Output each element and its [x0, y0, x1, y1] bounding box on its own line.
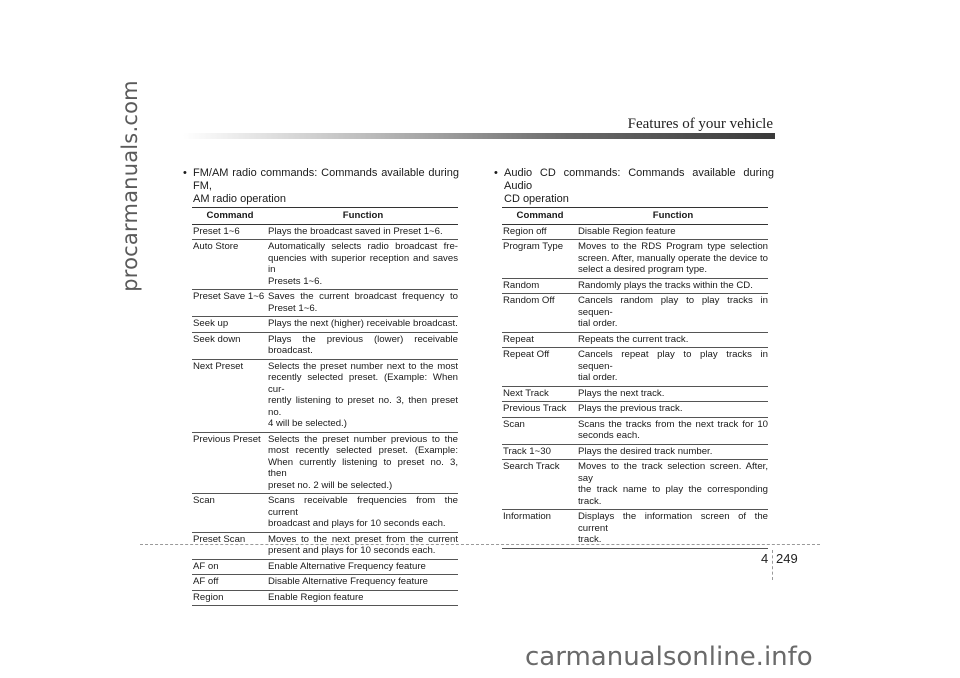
- left-intro-line1: FM/AM radio commands: Commands available during FM,: [193, 167, 459, 192]
- function-line: Cancels random play to play tracks in sequen-: [578, 295, 768, 318]
- function-line: Selects the preset number next to the most: [268, 360, 458, 372]
- function-cell: [578, 332, 768, 348]
- function-line: When currently listening to preset no. 3, then: [268, 456, 458, 479]
- command-cell: Track 1~30: [502, 444, 578, 460]
- table-row: [192, 224, 458, 240]
- left-table-body: [192, 224, 458, 606]
- function-line: Presets 1~6.: [268, 275, 323, 287]
- function-cell: [268, 240, 458, 290]
- command-cell: Random: [502, 278, 578, 294]
- command-cell: Scan: [502, 417, 578, 444]
- function-line: preset no. 2 will be selected.): [268, 479, 393, 491]
- section-number: 4: [761, 551, 769, 566]
- table-header-row: [502, 208, 768, 225]
- command-cell: Random Off: [502, 294, 578, 333]
- function-line: Automatically selects radio broadcast fre-: [268, 241, 458, 252]
- table-row: [192, 559, 458, 575]
- right-intro: [494, 167, 774, 206]
- function-line: rently listening to preset no. 3, then preset no.: [268, 395, 458, 418]
- function-cell: [268, 359, 458, 432]
- bottom-watermark: carmanualsonline.info: [525, 642, 813, 672]
- function-line: Scans receivable frequencies from the current: [268, 495, 458, 518]
- footer-divider: [772, 550, 773, 580]
- function-cell: [578, 348, 768, 387]
- right-intro-line2: CD operation: [504, 193, 569, 205]
- command-cell: Region off: [502, 224, 578, 240]
- function-line: Enable Alternative Frequency feature: [268, 560, 426, 572]
- command-cell: Preset 1~6: [192, 224, 268, 240]
- command-cell: Program Type: [502, 240, 578, 279]
- command-cell: Previous Track: [502, 402, 578, 418]
- command-cell: Search Track: [502, 460, 578, 510]
- bullet-icon: •: [494, 167, 498, 179]
- table-row: [502, 460, 768, 510]
- table-row: [192, 359, 458, 432]
- table-row: [502, 386, 768, 402]
- function-line: select a desired program type.: [578, 264, 708, 275]
- function-cell: [268, 224, 458, 240]
- right-intro-line1: Audio CD commands: Commands available during Audio: [504, 167, 774, 192]
- function-line: most recently selected preset. (Example:: [268, 445, 458, 456]
- function-cell: [268, 590, 458, 606]
- function-cell: [578, 460, 768, 510]
- function-cell: [578, 294, 768, 333]
- table-row: [192, 590, 458, 606]
- function-line: Disable Region feature: [578, 225, 676, 237]
- function-line: Moves to the RDS Program type selection: [578, 241, 768, 252]
- command-cell: AF off: [192, 575, 268, 591]
- table-header-row: [192, 208, 458, 225]
- table-row: [192, 290, 458, 317]
- function-line: Plays the broadcast saved in Preset 1~6.: [268, 225, 443, 237]
- table-row: [192, 240, 458, 290]
- page-header-title: Features of your vehicle: [627, 116, 773, 132]
- command-cell: Repeat Off: [502, 348, 578, 387]
- function-cell: [578, 240, 768, 279]
- function-line: Plays the previous track.: [578, 403, 683, 414]
- table-row: [192, 494, 458, 533]
- function-line: Randomly plays the tracks within the CD.: [578, 279, 753, 291]
- command-cell: Region: [192, 590, 268, 606]
- function-line: Disable Alternative Frequency feature: [268, 576, 428, 587]
- left-intro: [183, 167, 459, 206]
- function-cell: [578, 386, 768, 402]
- function-cell: [578, 278, 768, 294]
- footer-rule: [140, 544, 820, 545]
- right-table-body: [502, 224, 768, 548]
- function-line: Moves to the track selection screen. After, say: [578, 461, 768, 484]
- function-line: Plays the next (higher) receivable broadcast.: [268, 318, 458, 329]
- command-cell: Scan: [192, 494, 268, 533]
- function-line: screen. After, manually operate the device to: [578, 252, 768, 264]
- table-row: [192, 432, 458, 494]
- function-line: tial order.: [578, 372, 618, 383]
- command-cell: Previous Preset: [192, 432, 268, 494]
- function-cell: [268, 532, 458, 559]
- function-line: Selects the preset number previous to the: [268, 433, 458, 445]
- function-line: broadcast and plays for 10 seconds each.: [268, 518, 446, 529]
- function-line: Repeats the current track.: [578, 333, 689, 345]
- command-cell: Preset Save 1~6: [192, 290, 268, 317]
- table-row: [192, 332, 458, 359]
- function-line: tial order.: [578, 318, 618, 329]
- function-cell: [578, 510, 768, 549]
- function-cell: [268, 317, 458, 333]
- side-watermark-text: procarmanuals.com: [118, 80, 142, 292]
- command-cell: Next Track: [502, 386, 578, 402]
- table-row: [192, 317, 458, 333]
- command-cell: Seek down: [192, 332, 268, 359]
- table-row: [502, 417, 768, 444]
- function-line: Preset 1~6.: [268, 302, 318, 314]
- page-number: 249: [776, 551, 798, 566]
- function-line: Displays the information screen of the current: [578, 511, 768, 534]
- function-column-header: Function: [578, 208, 768, 225]
- command-cell: Preset Scan: [192, 532, 268, 559]
- function-column-header: Function: [268, 208, 458, 225]
- table-row: [192, 532, 458, 559]
- function-cell: [268, 494, 458, 533]
- function-cell: [578, 224, 768, 240]
- function-line: 4 will be selected.): [268, 418, 347, 429]
- command-column-header: Command: [502, 208, 578, 225]
- command-cell: Information: [502, 510, 578, 549]
- function-line: quencies with superior reception and saves in: [268, 252, 458, 275]
- table-row: [502, 332, 768, 348]
- fm-am-commands-table: [192, 207, 458, 606]
- function-line: track.: [578, 534, 602, 545]
- function-line: Moves to the next preset from the current: [268, 533, 458, 545]
- function-line: the track name to play the corresponding track.: [578, 484, 768, 507]
- function-cell: [578, 417, 768, 444]
- function-cell: [268, 559, 458, 575]
- function-line: Saves the current broadcast frequency to: [268, 291, 458, 302]
- function-cell: [268, 432, 458, 494]
- command-column-header: Command: [192, 208, 268, 225]
- function-line: Enable Region feature: [268, 591, 364, 603]
- function-line: Plays the desired track number.: [578, 445, 713, 457]
- command-cell: Next Preset: [192, 359, 268, 432]
- function-cell: [268, 332, 458, 359]
- audio-cd-commands-table: [502, 207, 768, 549]
- bullet-icon: •: [183, 167, 187, 179]
- command-cell: Auto Store: [192, 240, 268, 290]
- function-cell: [578, 402, 768, 418]
- command-cell: Seek up: [192, 317, 268, 333]
- command-cell: Repeat: [502, 332, 578, 348]
- function-cell: [268, 575, 458, 591]
- function-line: Plays the next track.: [578, 387, 665, 399]
- function-line: present and plays for 10 seconds each.: [268, 545, 436, 556]
- command-cell: AF on: [192, 559, 268, 575]
- function-line: recently selected preset. (Example: When cur-: [268, 372, 458, 395]
- table-row: [502, 294, 768, 333]
- table-row: [502, 278, 768, 294]
- function-line: seconds each.: [578, 430, 640, 441]
- table-row: [502, 348, 768, 387]
- function-line: Plays the previous (lower) receivable broadcast.: [268, 333, 458, 356]
- left-intro-line2: AM radio operation: [193, 193, 286, 205]
- function-line: Scans the tracks from the next track for 10: [578, 418, 768, 430]
- table-row: [502, 510, 768, 549]
- table-row: [502, 444, 768, 460]
- function-cell: [578, 444, 768, 460]
- table-row: [502, 224, 768, 240]
- table-row: [192, 575, 458, 591]
- function-cell: [268, 290, 458, 317]
- header-rule: [183, 133, 775, 139]
- table-row: [502, 402, 768, 418]
- function-line: Cancels repeat play to play tracks in sequen-: [578, 349, 768, 372]
- table-row: [502, 240, 768, 279]
